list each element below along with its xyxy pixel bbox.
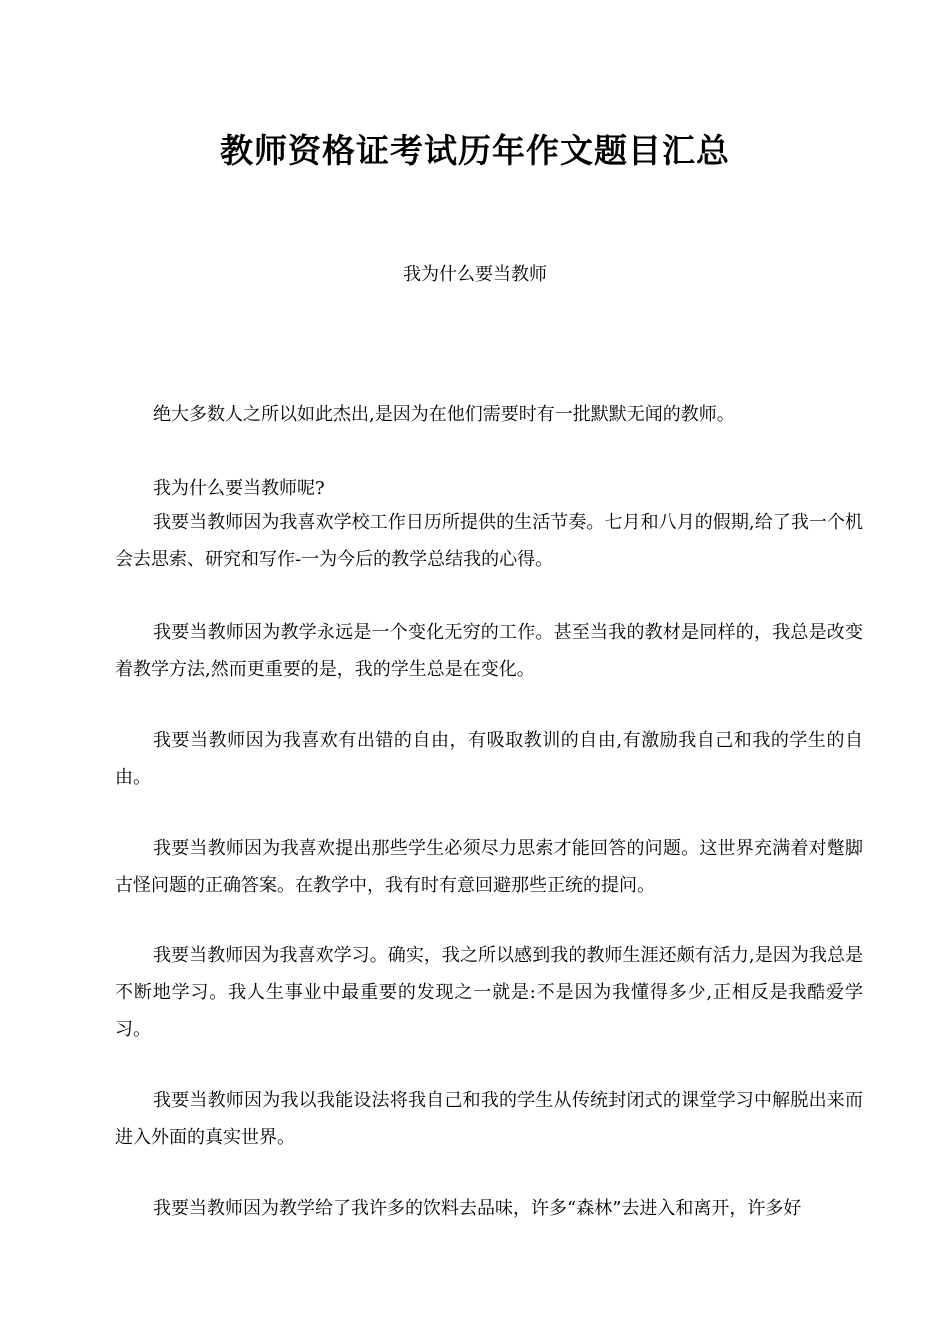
paragraph: 我要当教师因为我喜欢学校工作日历所提供的生活节奏。七月和八月的假期,给了我一个机会去思索、研究和写作-一为今后的教学总结我的心得。 bbox=[115, 512, 863, 570]
paragraph: 我要当教师因为我喜欢提出那些学生必须尽力思索才能回答的问题。这世界充满着对蹩脚古怪问题的正确答案。在教学中，我有时有意回避那些正统的提问。 bbox=[115, 838, 863, 896]
paragraph: 绝大多数人之所以如此杰出,是因为在他们需要时有一批默默无闻的教师。 bbox=[153, 404, 735, 425]
paragraph: 我要当教师因为教学给了我许多的饮料去品味，许多“森林”去进入和离开，许多好 bbox=[153, 1198, 802, 1219]
paragraph: 我要当教师因为教学永远是一个变化无穷的工作。甚至当我的教材是同样的，我总是改变着教学方法,然而更重要的是，我的学生总是在变化。 bbox=[115, 622, 863, 680]
paragraph: 我要当教师因为我以我能设法将我自己和我的学生从传统封闭式的课堂学习中解脱出来而进入外面的真实世界。 bbox=[115, 1090, 863, 1148]
paragraph: 我要当教师因为我喜欢学习。确实，我之所以感到我的教师生涯还颇有活力,是因为我总是不断地学习。我人生事业中最重要的发现之一就是:不是因为我懂得多少,正相反是我酷爱学习。 bbox=[115, 945, 863, 1040]
essay-title: 我为什么要当教师 bbox=[403, 264, 547, 285]
paragraph: 我要当教师因为我喜欢有出错的自由，有吸取教训的自由,有激励我自己和我的学生的自由。 bbox=[115, 730, 863, 788]
paragraph: 我为什么要当教师呢? bbox=[153, 478, 325, 499]
document-title: 教师资格证考试历年作文题目汇总 bbox=[220, 131, 730, 170]
